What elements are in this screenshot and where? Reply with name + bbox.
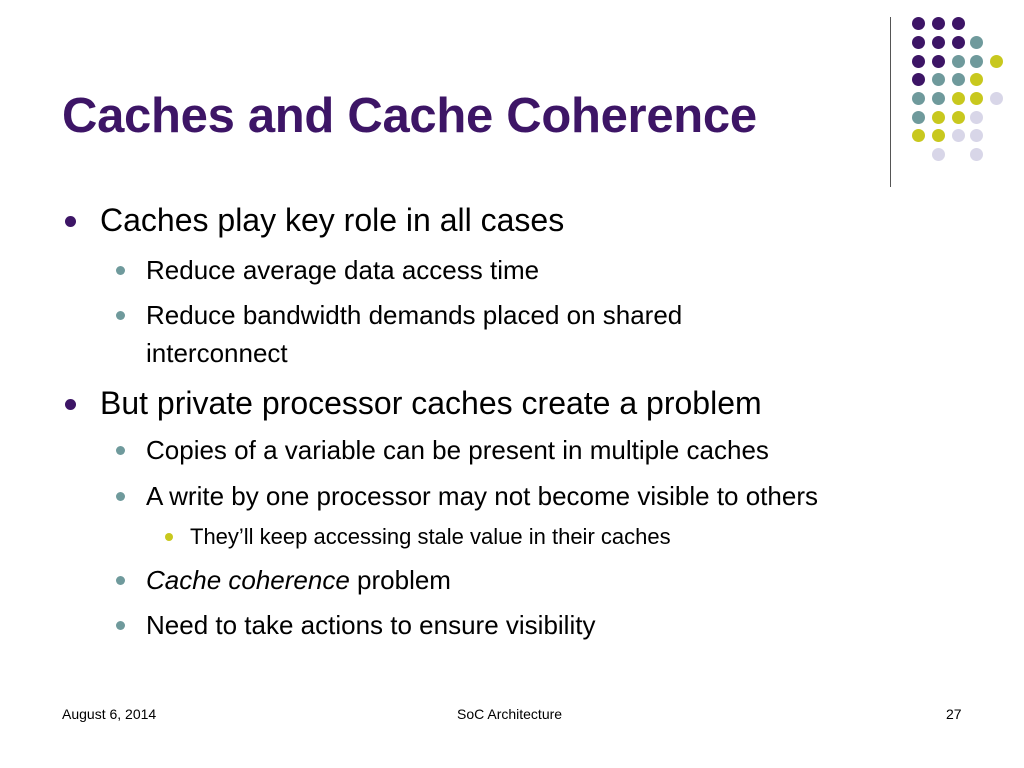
decorative-dot [932, 129, 945, 142]
decorative-dot [970, 92, 983, 105]
decorative-dot [912, 129, 925, 142]
sub-bullet-text-continued: interconnect [146, 338, 288, 368]
decorative-dot [970, 55, 983, 68]
decorative-dot [932, 17, 945, 30]
decorative-dot [952, 92, 965, 105]
decorative-dot [952, 73, 965, 86]
slide-title: Caches and Cache Coherence [62, 89, 757, 143]
bullet-marker-level2 [116, 621, 125, 630]
decorative-dot [932, 55, 945, 68]
decorative-dot [990, 92, 1003, 105]
decorative-dot [912, 17, 925, 30]
italic-term: Cache coherence [146, 565, 350, 595]
sub-sub-bullet-text: They’ll keep accessing stale value in their caches [190, 524, 671, 549]
decorative-dot [990, 55, 1003, 68]
decorative-dot [952, 17, 965, 30]
decorative-dot [932, 111, 945, 124]
decorative-dot [970, 111, 983, 124]
bullet-text: Caches play key role in all cases [100, 202, 565, 238]
bullet-marker-level2 [116, 311, 125, 320]
decorative-dot [932, 148, 945, 161]
bullet-marker-level1 [65, 399, 76, 410]
decorative-dot [970, 73, 983, 86]
decorative-dot [932, 92, 945, 105]
bullet-marker-level3 [165, 533, 173, 541]
decorative-dot [970, 148, 983, 161]
bullet-marker-level2 [116, 266, 125, 275]
decorative-dot-grid [0, 0, 1024, 200]
bullet-marker-level2 [116, 576, 125, 585]
decorative-dot [970, 36, 983, 49]
bullet-text: But private processor caches create a problem [100, 385, 762, 421]
bullet-marker-level1 [65, 216, 76, 227]
decorative-dot [912, 92, 925, 105]
footer-date: August 6, 2014 [62, 706, 157, 722]
decorative-dot [952, 55, 965, 68]
sub-bullet-text: Need to take actions to ensure visibility [146, 610, 596, 640]
decorative-dot [912, 36, 925, 49]
bullet-marker-level2 [116, 446, 125, 455]
decorative-dot [912, 55, 925, 68]
decorative-dot [912, 111, 925, 124]
decorative-dot [932, 73, 945, 86]
decorative-dot [952, 36, 965, 49]
decorative-dot [952, 129, 965, 142]
decorative-dot [970, 129, 983, 142]
sub-bullet-text: Reduce bandwidth demands placed on shared [146, 300, 683, 330]
bullet-marker-level2 [116, 492, 125, 501]
sub-bullet-text: A write by one processor may not become visible to others [146, 481, 818, 511]
page-number: 27 [946, 706, 962, 722]
decorative-dot [912, 73, 925, 86]
term-suffix: problem [349, 565, 451, 595]
footer-title: SoC Architecture [457, 706, 563, 722]
sub-bullet-text: Copies of a variable can be present in multiple caches [146, 435, 769, 465]
sub-bullet-text [146, 561, 451, 599]
decorative-dot [932, 36, 945, 49]
sub-bullet-text: Reduce average data access time [146, 255, 540, 285]
decorative-dot [952, 111, 965, 124]
